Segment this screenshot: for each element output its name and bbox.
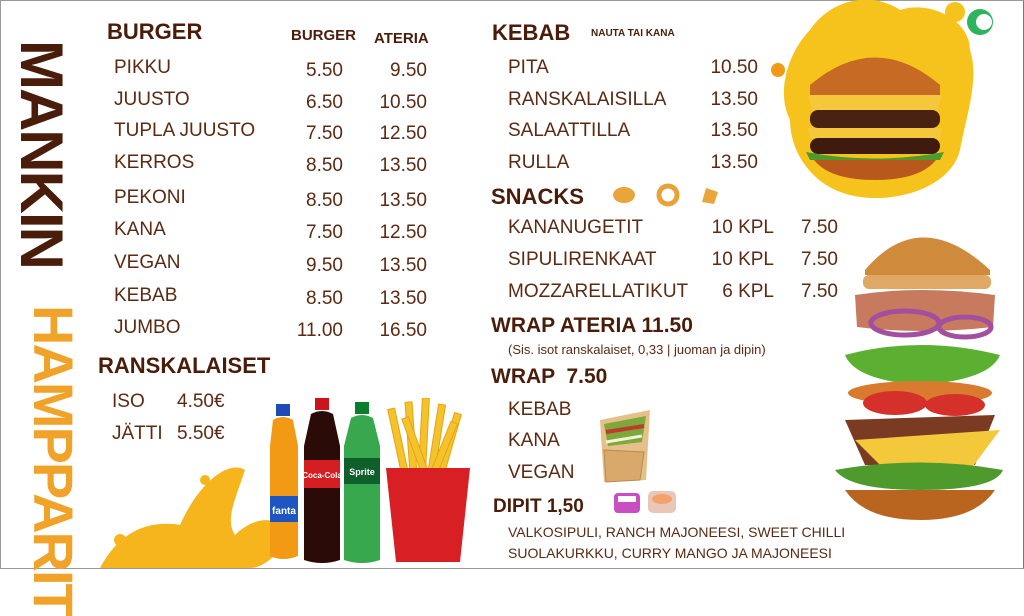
wrap-item: VEGAN: [508, 462, 575, 483]
wrap-item: KEBAB: [508, 399, 572, 420]
burger-item-burger-price: 11.00: [296, 320, 343, 341]
wrap-meal-note: (Sis. isot ranskalaiset, 0,33 | juoman ja dipin): [508, 342, 766, 357]
burger-item-name: KERROS: [114, 152, 195, 173]
burger-item-name: PEKONI: [114, 187, 186, 208]
fries-title: RANSKALAISET: [98, 353, 271, 378]
kebab-item-name: RULLA: [508, 152, 570, 173]
french-fries-image: [378, 398, 478, 562]
brand-line-2: HAMPPARIT: [22, 305, 85, 616]
burger-item-burger-price: 8.50: [306, 288, 343, 309]
app-logo-icon: [962, 6, 1002, 38]
fries-item-price: 4.50€: [177, 391, 225, 412]
burger-item-burger-price: 5.50: [306, 60, 343, 81]
kebab-item-name: PITA: [508, 57, 549, 78]
wrap-image: [594, 402, 656, 484]
snack-item-qty: 10 KPL: [711, 217, 774, 238]
snack-item-name: MOZZARELLATIKUT: [508, 281, 689, 302]
burger-item-name: JUUSTO: [114, 89, 190, 110]
dips-title: DIPIT 1,50: [493, 496, 584, 517]
drink-bottles: [268, 396, 388, 564]
snack-images: [610, 182, 730, 208]
burger-item-burger-price: 6.50: [306, 92, 343, 113]
nugget-icon: [613, 187, 635, 203]
fries-item-price: 5.50€: [177, 423, 225, 444]
burger-item-name: VEGAN: [114, 252, 181, 273]
snack-item-price: 7.50: [801, 281, 838, 302]
fanta-bottle: [270, 417, 298, 559]
onion-ring-icon: [659, 186, 677, 204]
kebab-item-price: 13.50: [710, 89, 758, 110]
kebab-item-price: 13.50: [710, 120, 758, 141]
burger-item-burger-price: 9.50: [306, 255, 343, 276]
burger-title: BURGER: [107, 19, 203, 44]
snack-item-price: 7.50: [801, 217, 838, 238]
burger-item-ateria-price: 10.50: [379, 92, 427, 113]
wrap-item: KANA: [508, 430, 560, 451]
burger-item-ateria-price: 13.50: [379, 190, 427, 211]
kebab-title: KEBAB: [492, 20, 571, 45]
sprite-label: Sprite: [349, 467, 375, 477]
brand-line-1: MANKIN: [8, 40, 75, 268]
burger-item-ateria-price: 13.50: [379, 255, 427, 276]
burger-image-top: [800, 40, 950, 180]
fries-item-name: JÄTTI: [112, 423, 163, 444]
burger-image-right: [825, 215, 1005, 525]
fanta-label: fanta: [272, 506, 296, 517]
burger-item-burger-price: 7.50: [306, 222, 343, 243]
kebab-item-price: 13.50: [710, 152, 758, 173]
burger-item-name: PIKKU: [114, 57, 172, 78]
burger-item-ateria-price: 12.50: [379, 123, 427, 144]
snack-item-qty: 10 KPL: [711, 249, 774, 270]
kebab-item-name: SALAATTILLA: [508, 120, 631, 141]
kebab-item-name: RANSKALAISILLA: [508, 89, 667, 110]
kebab-item-price: 10.50: [710, 57, 758, 78]
snacks-title: SNACKS: [491, 184, 584, 209]
col-burger-header: BURGER: [291, 27, 357, 44]
burger-item-burger-price: 8.50: [306, 155, 343, 176]
burger-item-ateria-price: 16.50: [379, 320, 427, 341]
burger-item-ateria-price: 12.50: [379, 222, 427, 243]
bottle-cap: [315, 398, 329, 410]
dips-line-2: SUOLAKURKKU, CURRY MANGO JA MAJONEESI: [508, 545, 832, 561]
snack-item-price: 7.50: [801, 249, 838, 270]
fries-item-name: ISO: [112, 391, 145, 412]
burger-item-ateria-price: 13.50: [379, 155, 427, 176]
coke-label: Coca-Cola: [302, 471, 342, 480]
bottle-cap: [276, 404, 290, 416]
bottle-cap: [355, 402, 369, 414]
snack-item-qty: 6 KPL: [722, 281, 774, 302]
burger-item-name: KEBAB: [114, 285, 178, 306]
mozzarella-stick-icon: [702, 188, 718, 204]
burger-item-name: TUPLA JUUSTO: [114, 120, 256, 141]
burger-item-ateria-price: 9.50: [390, 60, 427, 81]
burger-item-burger-price: 8.50: [306, 190, 343, 211]
sprite-bottle: [344, 415, 380, 563]
fries-box: [386, 468, 470, 562]
burger-item-name: JUMBO: [114, 317, 181, 338]
kebab-subtitle: NAUTA TAI KANA: [591, 28, 675, 39]
wrap-title: WRAP 7.50: [491, 365, 608, 388]
orange-splash-left: [60, 440, 290, 568]
burger-item-ateria-price: 13.50: [379, 288, 427, 309]
col-ateria-header: ATERIA: [374, 30, 429, 47]
wrap-meal-title: WRAP ATERIA 11.50: [491, 314, 693, 337]
snack-item-name: SIPULIRENKAAT: [508, 249, 657, 270]
burger-item-burger-price: 7.50: [306, 123, 343, 144]
burger-item-name: KANA: [114, 219, 166, 240]
snack-item-name: KANANUGETIT: [508, 217, 644, 238]
dips-line-1: VALKOSIPULI, RANCH MAJONEESI, SWEET CHILLI: [508, 524, 846, 540]
dip-cups-image: [610, 487, 680, 517]
